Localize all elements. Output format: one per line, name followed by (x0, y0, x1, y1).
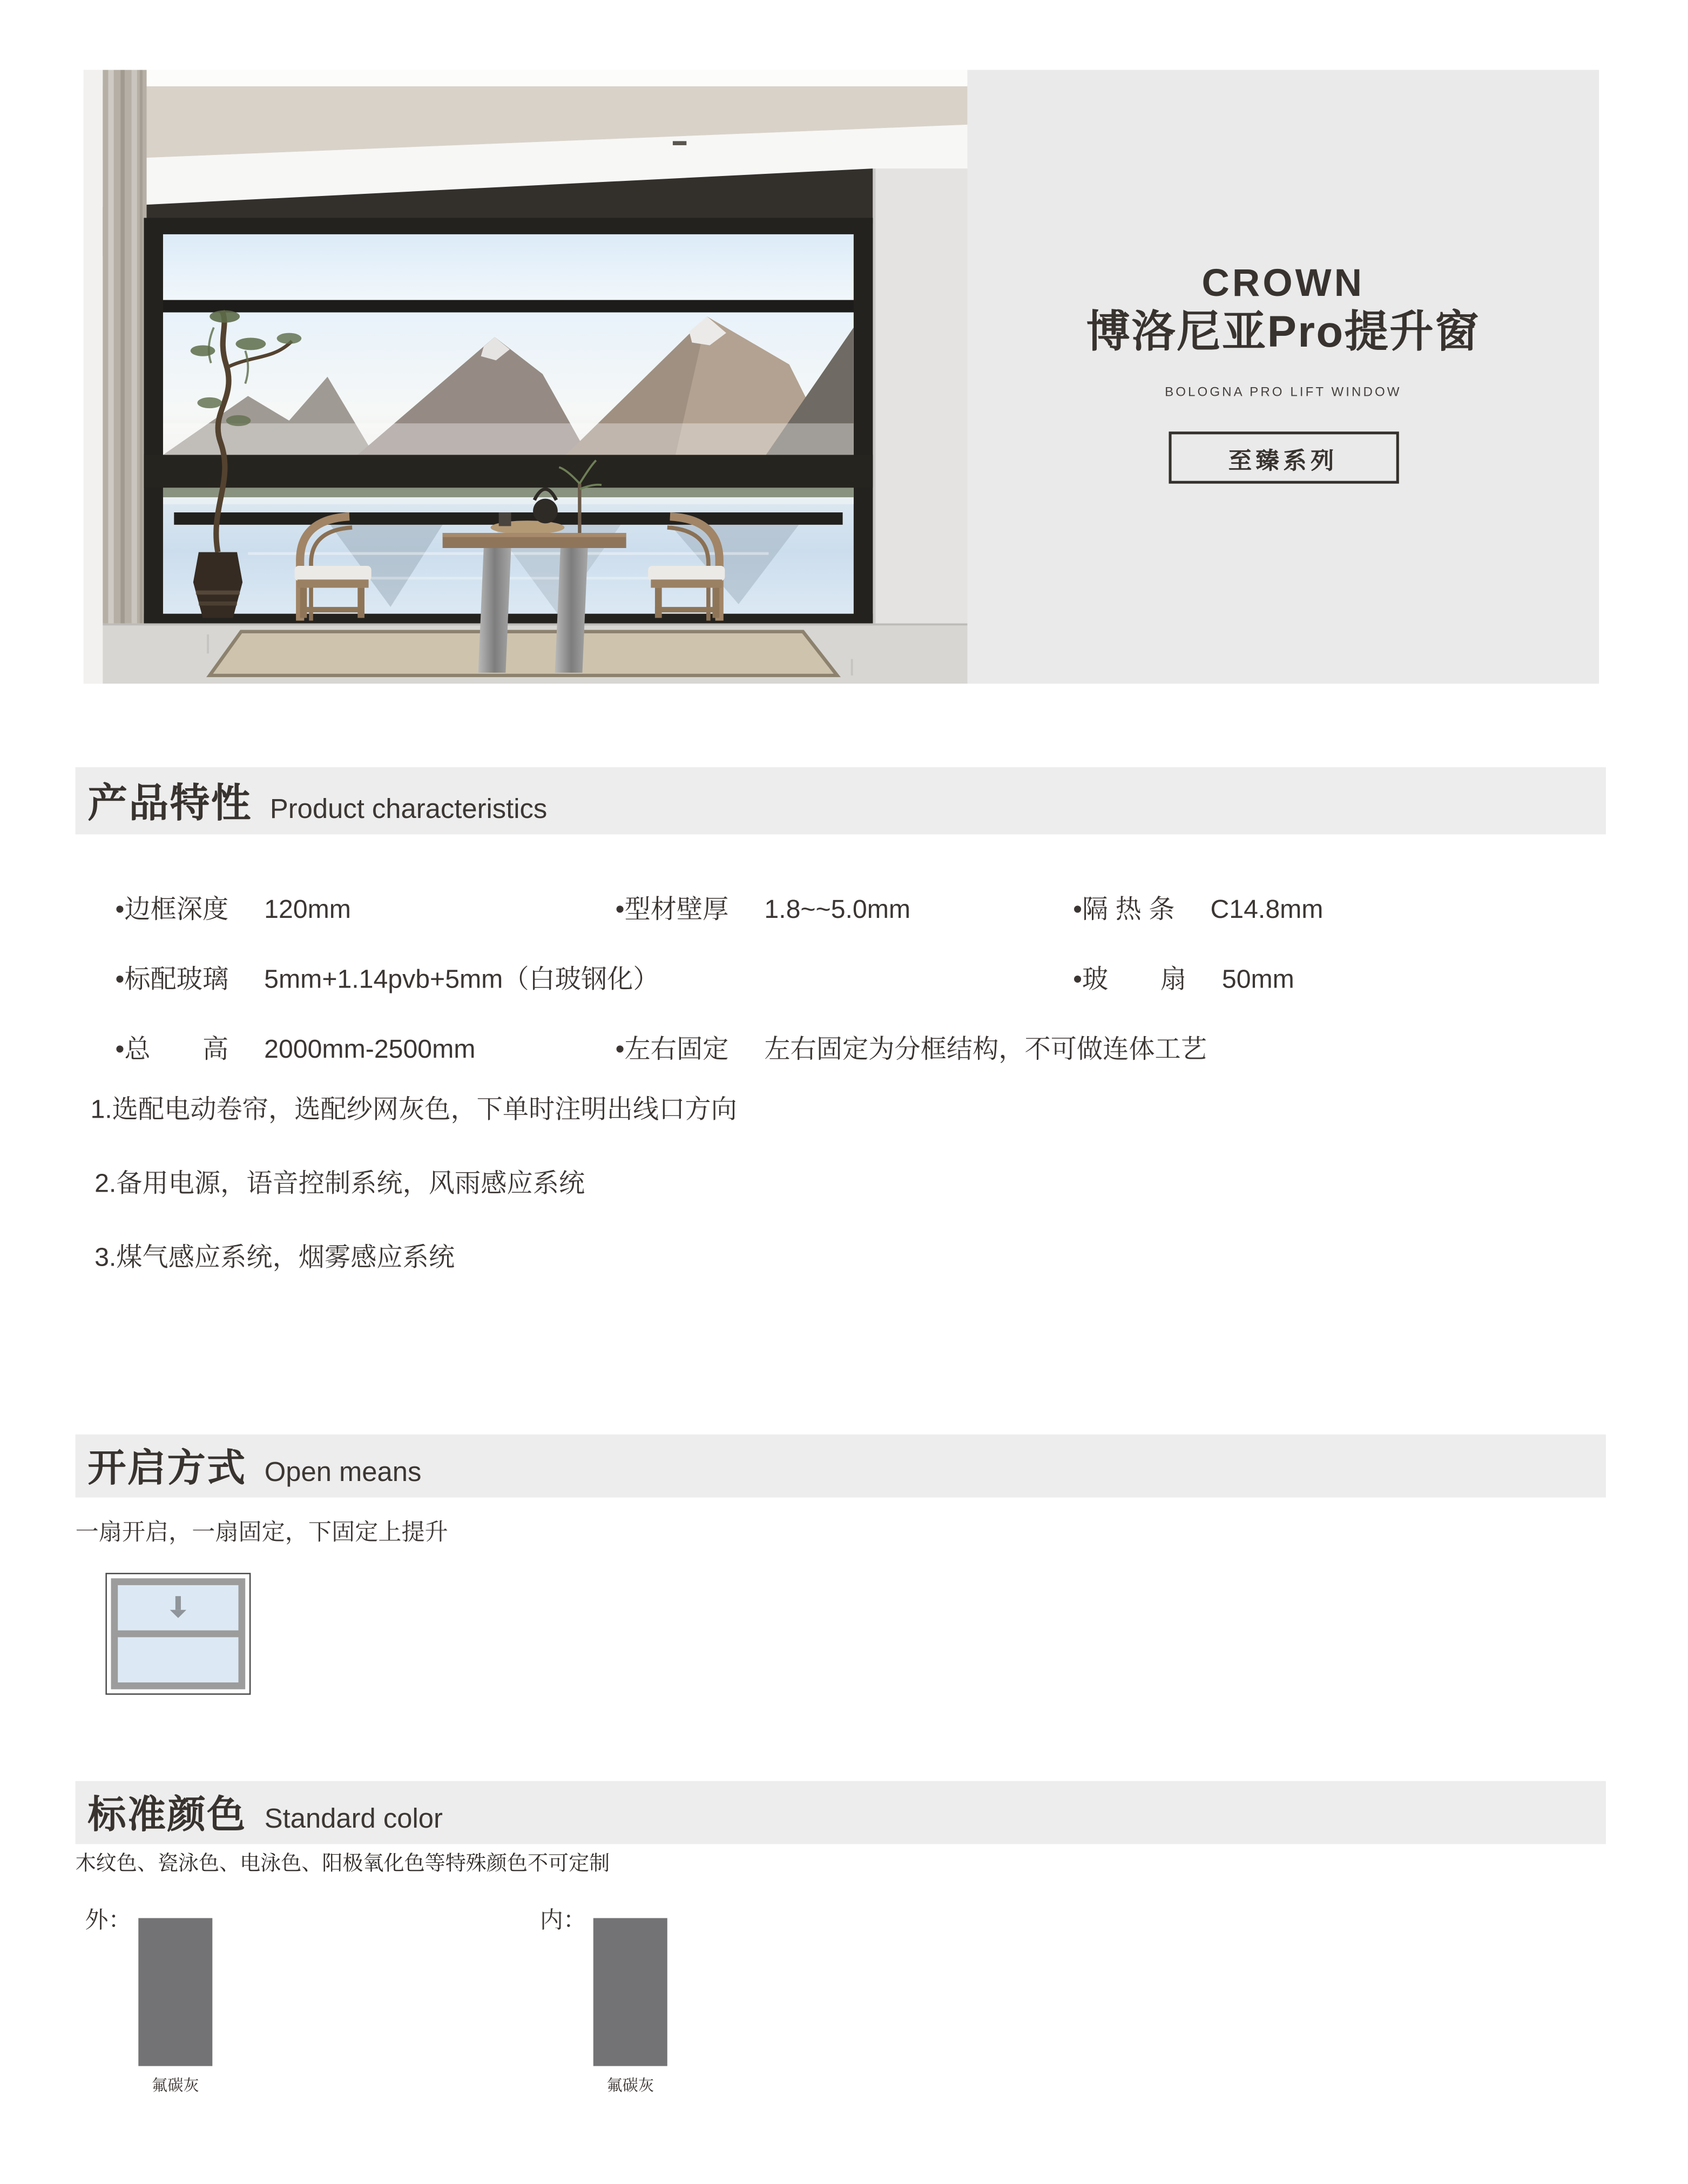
spec-side-fixed: •左右固定 左右固定为分框结构，不可做连体工艺 (615, 1036, 1207, 1065)
spec-thermal-break: •隔 热 条 C14.8mm (1073, 896, 1324, 925)
series-badge: 至臻系列 (1168, 432, 1398, 484)
standard-color-heading-en: Standard color (264, 1804, 443, 1835)
spec-profile-thickness: •型材壁厚 1.8~~5.0mm (615, 896, 911, 925)
features-heading-zh: 产品特性 (87, 782, 252, 827)
spec-glass: •标配玻璃 5mm+1.14pvb+5mm（白玻钢化） (115, 965, 659, 995)
diagram-frame (111, 1578, 246, 1689)
left-wall (84, 70, 103, 684)
open-means-description: 一扇开启，一扇固定，下固定上提升 (75, 1519, 448, 1546)
transom-pane (163, 234, 854, 300)
exterior-color-swatch (138, 1918, 212, 2066)
standard-color-heading-zh: 标准颜色 (87, 1793, 247, 1836)
features-heading-en: Product characteristics (269, 794, 548, 825)
section-banner-features (76, 767, 1606, 834)
hero-photo-window-room (84, 70, 968, 684)
rug (210, 632, 837, 675)
spec-glass-sash: •玻 扇 50mm (1073, 965, 1294, 995)
interior-swatch-name: 氟碳灰 (606, 2078, 654, 2095)
diagram-top-sash (118, 1585, 238, 1631)
product-subtitle-en: BOLOGNA PRO LIFT WINDOW (1165, 384, 1402, 400)
standard-color-note: 木纹色、瓷泳色、电泳色、阳极氧化色等特殊颜色不可定制 (75, 1852, 610, 1876)
open-means-heading-zh: 开启方式 (87, 1446, 247, 1490)
feature-note-2: 2.备用电源，语音控制系统，风雨感应系统 (94, 1170, 585, 1199)
section-banner-standard-color (76, 1781, 1606, 1844)
product-title: 博洛尼亚Pro提升窗 (1086, 307, 1480, 356)
section-banner-open-means (76, 1435, 1606, 1498)
open-means-heading-en: Open means (264, 1457, 422, 1488)
right-wall (873, 168, 967, 684)
spec-total-height: •总 高 2000mm-2500mm (115, 1036, 476, 1065)
hero-section (84, 70, 1599, 684)
diagram-bottom-sash (118, 1637, 238, 1682)
exterior-swatch-name: 氟碳灰 (152, 2078, 199, 2095)
spec-frame-depth: •边框深度 120mm (115, 896, 351, 925)
interior-color-swatch (593, 1918, 667, 2066)
feature-note-1: 1.选配电动卷帘，选配纱网灰色，下单时注明出线口方向 (90, 1096, 737, 1125)
exterior-label: 外： (85, 1907, 132, 1933)
interior-label: 内： (539, 1907, 587, 1933)
window-opening-diagram (105, 1573, 251, 1695)
down-arrow-icon (175, 1596, 181, 1610)
hero-text-panel (967, 70, 1599, 684)
brand-logo-text: CROWN (1201, 261, 1365, 305)
feature-note-3: 3.煤气感应系统，烟雾感应系统 (94, 1244, 455, 1273)
